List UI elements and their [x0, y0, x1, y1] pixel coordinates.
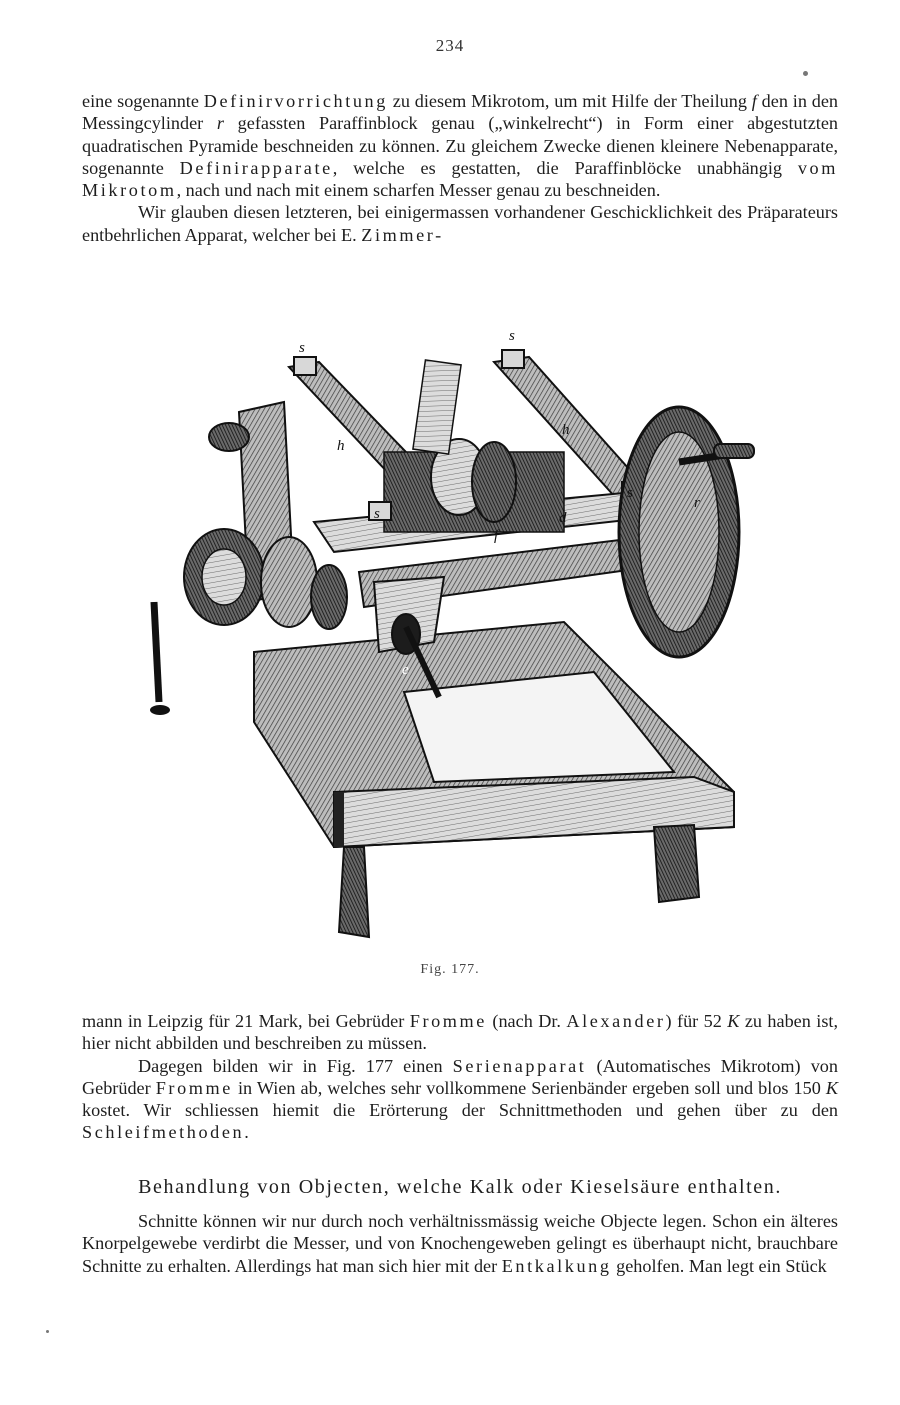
base-frame: [254, 622, 734, 937]
spaced-text: Definirvorrichtung: [203, 91, 388, 111]
label-h-1: h: [337, 438, 345, 454]
paragraph: [82, 1210, 838, 1277]
text-run: Schnitte können wir nur durch noch verhältnissmässig weiche Objecte legen. Schon ein älteres Knorpelgewebe verdirbt die Messer, und von Knochengeweben gelingt es überhaupt nicht, brauchbare Schnitte zu erhalten. Allerdings hat man sich hier mit der: [82, 1211, 838, 1276]
text-run: mann in Leipzig für 21 Mark, bei Gebrüder: [82, 1011, 410, 1031]
top-text-block: [82, 90, 838, 246]
label-s-4: s: [627, 485, 633, 501]
text-run: , welche es gestatten, die Paraffinblöcke unabhängig: [332, 157, 798, 178]
microtome-illustration: [134, 322, 774, 962]
label-s-3: s: [374, 506, 380, 522]
bottom-text-block: [82, 1210, 838, 1277]
text-run: eine sogenannte: [82, 91, 204, 111]
middle-text-block: [82, 1010, 838, 1144]
figure-177: [134, 322, 774, 962]
text-run: , nach und nach mit einem scharfen Messer genau zu beschneiden.: [176, 180, 661, 201]
label-e: e: [402, 662, 409, 678]
paragraph: [82, 1055, 838, 1144]
text-run: kostet. Wir schliessen hiemit die Erörterung der Schnittmethoden und gehen über zu den: [82, 1100, 838, 1121]
text-run: zu haben ist, hier nicht abbilden und beschreiben zu müssen.: [82, 1011, 839, 1054]
text-run: ) für 52: [665, 1011, 728, 1031]
spaced-text: Entkalkung: [501, 1255, 612, 1276]
text-run: in Wien ab, welches sehr vollkommene Serienbänder ergeben soll und blos 150: [232, 1077, 826, 1098]
spaced-text: Fromme: [155, 1077, 233, 1098]
spaced-text: Schleifmethoden: [82, 1122, 245, 1143]
text-run: Dagegen bilden wir in Fig. 177 einen: [138, 1055, 453, 1076]
spaced-text: Alexander: [566, 1011, 666, 1031]
text-run: zu diesem Mikrotom, um mit Hilfe der Theilung: [387, 91, 752, 111]
hand-wheel: [619, 407, 754, 657]
section-heading: Behandlung von Objecten, welche Kalk oder Kieselsäure enthalten.: [138, 1176, 782, 1198]
text-run: .: [244, 1122, 249, 1143]
label-s-1: s: [299, 340, 305, 356]
spaced-text: vom Mikrotom: [82, 157, 838, 201]
italic-text: f: [751, 91, 757, 111]
paragraph: [82, 201, 838, 246]
label-h-2: h: [562, 422, 570, 438]
label-f: f: [494, 528, 499, 544]
paragraph: [82, 90, 838, 201]
label-d: d: [559, 510, 567, 526]
page-number: 234: [435, 36, 465, 55]
ink-speck: [46, 1330, 49, 1333]
text-run: den in den Messingcylinder: [82, 91, 839, 134]
label-s-2: s: [509, 328, 515, 344]
figure-caption: Fig. 177.: [420, 962, 480, 977]
italic-text: r: [216, 113, 224, 134]
text-run: gefassten Paraffinblock genau („winkelrecht“) in Form einer abgestutzten quadratischen Pyramide beschneiden zu können. Zu gleichem Zwecke dienen kleinere Nebenapparate, sogenannte: [82, 113, 838, 178]
paragraph: [82, 1010, 838, 1055]
text-run: geholfen. Man legt ein Stück: [611, 1255, 827, 1276]
text-run: Wir glauben diesen letzteren, bei einigermassen vorhandener Geschicklichkeit des Präparateurs entbehrlichen Apparat, welcher bei E.: [82, 202, 838, 245]
text-run: (Automatisches Mikrotom) von Gebrüder: [82, 1055, 838, 1098]
italic-text: K: [825, 1077, 838, 1098]
spaced-text: Zimmer-: [361, 224, 444, 245]
spaced-text: Serienapparat: [452, 1055, 587, 1076]
spaced-text: Definirapparate: [179, 157, 333, 178]
italic-text: K: [727, 1011, 740, 1031]
ink-speck: [803, 71, 808, 76]
label-r: r: [694, 495, 700, 511]
carriage: [289, 357, 654, 607]
spaced-text: Fromme: [409, 1011, 487, 1031]
text-run: (nach Dr.: [486, 1011, 567, 1031]
